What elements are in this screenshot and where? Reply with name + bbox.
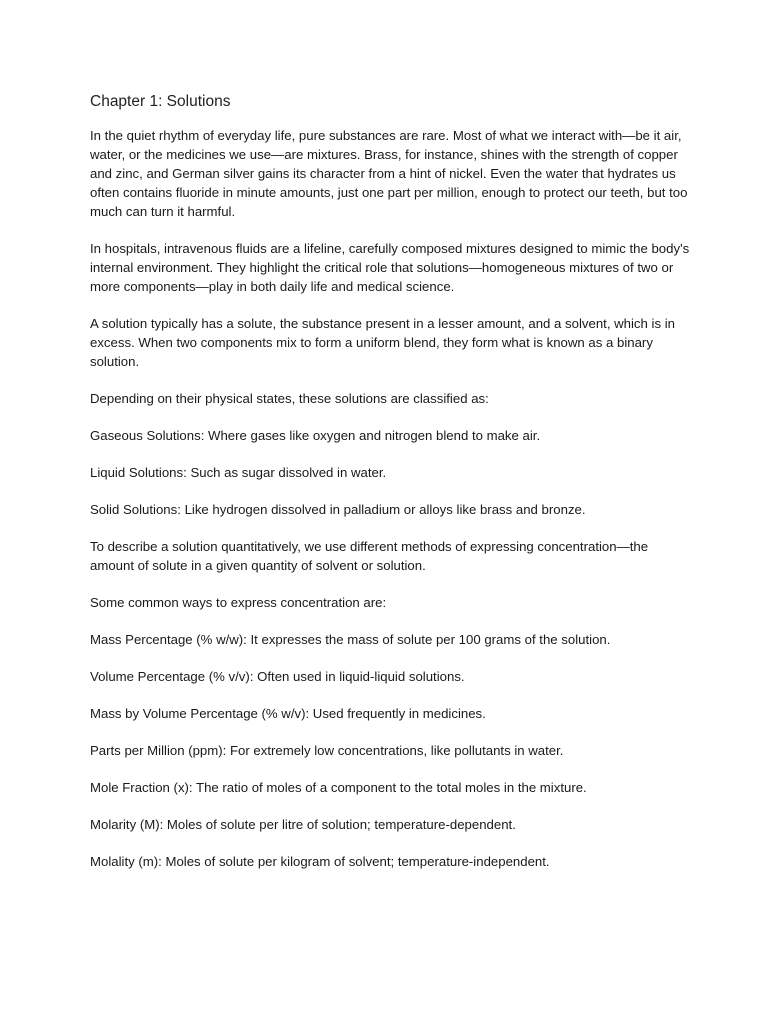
solid-solutions-item: Solid Solutions: Like hydrogen dissolved in palladium or alloys like brass and bronze. (90, 502, 586, 517)
document-page (90, 92, 690, 889)
gaseous-solutions-item: Gaseous Solutions: Where gases like oxygen and nitrogen blend to make air. (90, 428, 541, 443)
concentration-intro: Some common ways to express concentration are: (90, 595, 387, 610)
hospital-paragraph: In hospitals, intravenous fluids are a lifeline, carefully composed mixtures designed to mimic the body's internal environment. They highlight the critical role that solutions—homogeneous mixtures of two or more components—play in both daily life and medical science. (90, 241, 690, 294)
intro-paragraph: In the quiet rhythm of everyday life, pure substances are rare. Most of what we interact with—be it air, water, or the medicines we use—are mixtures. Brass, for instance, shines with the strength of copper and zinc, and German silver gains its character from a hint of nickel. Even the water that hydrates us often contains fluoride in minute amounts, just one part per million, enough to protect our teeth, but too much can turn it harmful. (90, 128, 688, 219)
solute-solvent-paragraph: A solution typically has a solute, the substance present in a lesser amount, and a solvent, which is in excess. When two components mix to form a uniform blend, they form what is known as a binary solution. (90, 316, 675, 369)
mass-percentage-item: Mass Percentage (% w/w): It expresses the mass of solute per 100 grams of the solution. (90, 632, 611, 647)
volume-percentage-item: Volume Percentage (% v/v): Often used in liquid-liquid solutions. (90, 669, 465, 684)
molality-item: Molality (m): Moles of solute per kilogram of solvent; temperature-independent. (90, 854, 550, 869)
ppm-item: Parts per Million (ppm): For extremely low concentrations, like pollutants in water. (90, 743, 564, 758)
mole-fraction-item: Mole Fraction (x): The ratio of moles of a component to the total moles in the mixture. (90, 780, 587, 795)
classification-intro: Depending on their physical states, these solutions are classified as: (90, 391, 489, 406)
molarity-item: Molarity (M): Moles of solute per litre of solution; temperature-dependent. (90, 817, 516, 832)
concentration-paragraph: To describe a solution quantitatively, we use different methods of expressing concentration—the amount of solute in a given quantity of solvent or solution. (90, 539, 649, 573)
liquid-solutions-item: Liquid Solutions: Such as sugar dissolved in water. (90, 465, 387, 480)
chapter-title: Chapter 1: Solutions (90, 93, 231, 110)
mass-by-volume-item: Mass by Volume Percentage (% w/v): Used frequently in medicines. (90, 706, 486, 721)
